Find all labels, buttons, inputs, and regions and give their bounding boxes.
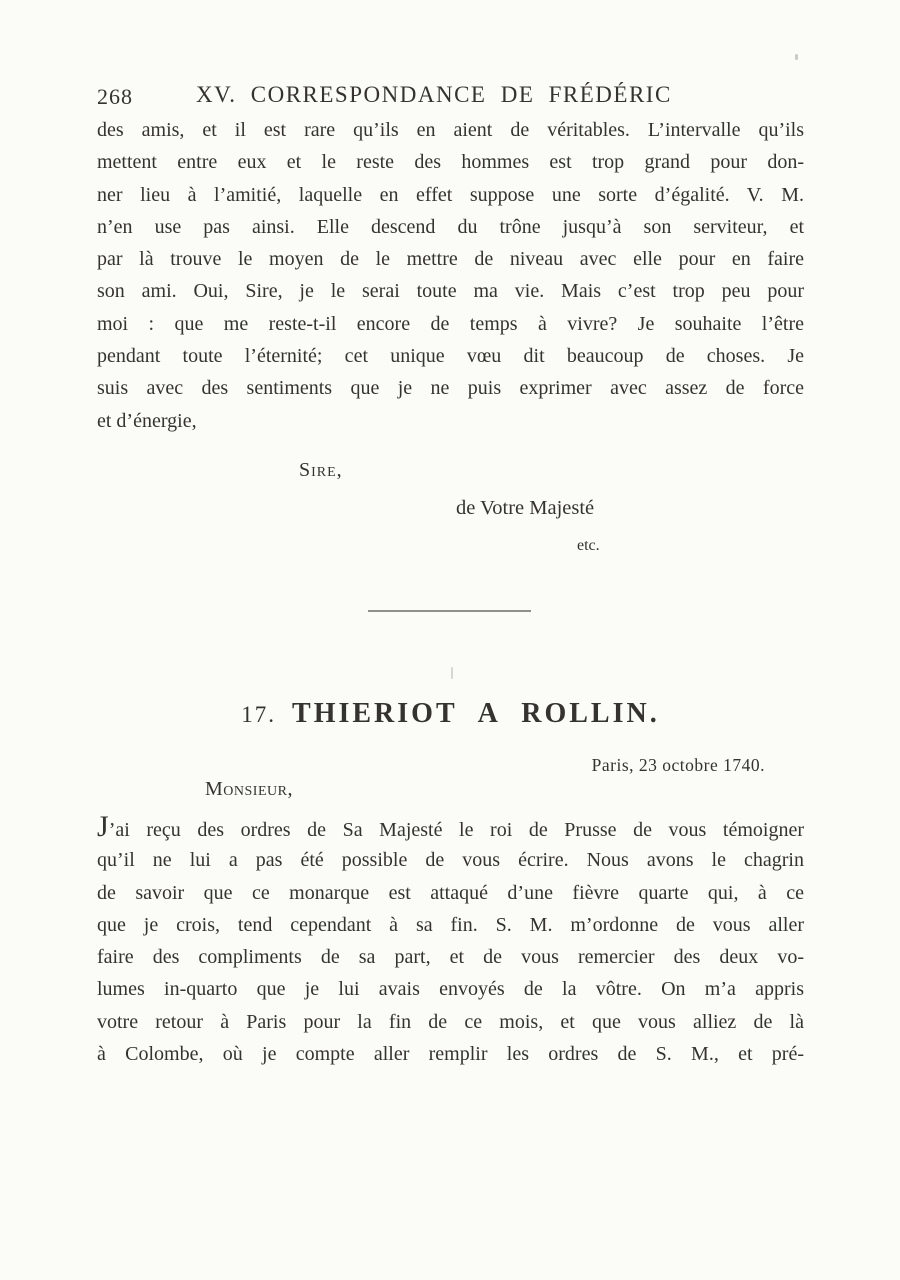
salutation: Monsieur, xyxy=(205,778,293,800)
text-line-rest: ’ai reçu des ordres de Sa Majesté le roi de Prusse de vous témoigner xyxy=(108,819,804,841)
closing-attribution: de Votre Majesté xyxy=(456,497,595,519)
closing-salutation: Sire, xyxy=(299,459,343,481)
text-line: qu’il ne lui a pas été possible de vous écrire. Nous avons le chagrin xyxy=(97,849,804,872)
letter-title: THIERIOT A ROLLIN. xyxy=(292,698,660,729)
page-number: 268 xyxy=(97,84,133,109)
letter-heading xyxy=(97,698,804,730)
text-line: votre retour à Paris pour la fin de ce mois, et que vous alliez de là xyxy=(97,1010,804,1033)
closing-etcetera: etc. xyxy=(577,537,600,554)
text-line: moi : que me reste-t-il encore de temps à vivre? Je souhaite l’être xyxy=(97,312,804,335)
text-line: son ami. Oui, Sire, je le serai toute ma vie. Mais c’est trop peu pour xyxy=(97,280,804,303)
section-divider xyxy=(368,610,531,612)
dateline: Paris, 23 octobre 1740. xyxy=(591,755,765,775)
text-line: lumes in-quarto que je lui avais envoyés de la vôtre. On m’a appris xyxy=(97,978,804,1001)
letter-number: 17. xyxy=(241,702,277,727)
running-title: XV. CORRESPONDANCE DE FRÉDÉRIC xyxy=(196,82,672,107)
text-line: des amis, et il est rare qu’ils en aient de véritables. L’intervalle qu’ils xyxy=(97,119,804,141)
letter-16-body xyxy=(97,114,804,437)
text-line: à Colombe, où je compte aller remplir les ordres de S. M., et pré- xyxy=(97,1043,804,1066)
text-line: mettent entre eux et le reste des hommes est trop grand pour don- xyxy=(97,151,804,174)
text-line: pendant toute l’éternité; cet unique vœu dit beaucoup de choses. Je xyxy=(97,345,804,368)
letter-17-body xyxy=(97,812,804,1070)
text-line: faire des compliments de sa part, et de vous remercier des deux vo- xyxy=(97,946,804,969)
drop-initial: J xyxy=(97,810,109,843)
text-line: par là trouve le moyen de le mettre de niveau avec elle pour en faire xyxy=(97,248,804,271)
scan-artifact xyxy=(451,667,453,679)
text-line: de savoir que ce monarque est attaqué d’une fièvre quarte qui, à ce xyxy=(97,881,804,904)
scan-speck xyxy=(795,54,798,60)
text-line: ner lieu à l’amitié, laquelle en effet suppose une sorte d’égalité. V. M. xyxy=(97,183,804,206)
text-line xyxy=(97,812,804,844)
text-line: n’en use pas ainsi. Elle descend du trône jusqu’à son serviteur, et xyxy=(97,215,804,238)
text-line: et d’énergie, xyxy=(97,409,197,432)
text-line: suis avec des sentiments que je ne puis exprimer avec assez de force xyxy=(97,377,804,400)
text-line: que je crois, tend cependant à sa fin. S. M. m’ordonne de vous aller xyxy=(97,913,804,936)
